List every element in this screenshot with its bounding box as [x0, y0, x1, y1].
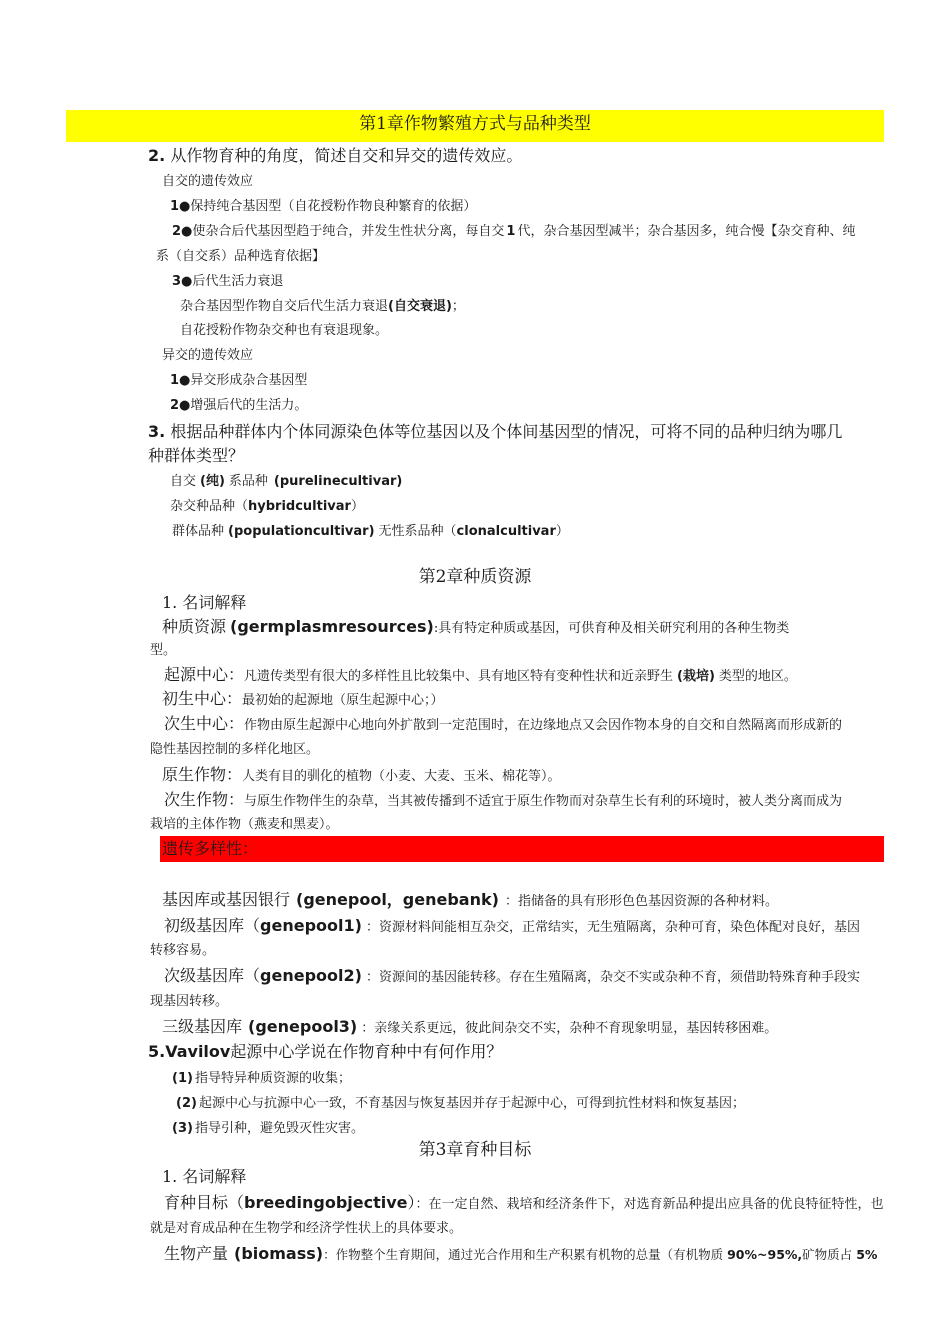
term: 次生中心： [164, 714, 245, 733]
secondary-crop-def-cont: 栽培的主体作物（燕麦和黑麦）。 [150, 817, 339, 832]
type-3 [172, 524, 569, 540]
term: 次级基因库（ [164, 966, 261, 985]
term-en: (biomass) [234, 1244, 324, 1263]
cross-item-1 [170, 373, 307, 389]
definition: 最初始的起源地（原生起源中心；） [242, 693, 444, 708]
term-en: (genepool3) [248, 1017, 358, 1036]
item-text: 指导特异种质资源的收集； [194, 1071, 351, 1086]
definition-percent: 90%~95%, [727, 1247, 803, 1262]
term: 三级基因库 [162, 1017, 243, 1036]
item-number: 1● [170, 373, 191, 388]
term: 原生作物： [162, 765, 243, 784]
biomass-def [164, 1244, 877, 1264]
item-number: (2) [176, 1096, 197, 1111]
item-number: 1● [170, 199, 191, 214]
term: 基因库或基因银行 [162, 890, 291, 909]
definition: ：作物整个生育期间，通过光合作用和生产积累有机物的总量（有机物质 [323, 1247, 724, 1262]
term-en: (genepool，genebank) [296, 890, 499, 909]
term-en: (germplasmresources) [230, 617, 434, 636]
secondary-center-def [164, 714, 842, 734]
type-emph: (纯) [200, 474, 225, 489]
item-number: 2● [172, 224, 193, 239]
item-text: 杂合基因型作物自交后代生活力衰退 [180, 299, 389, 314]
definition: ：亲缘关系更远，彼此间杂交不实，杂种不育现象明显，基因转移困难。 [361, 1021, 778, 1036]
type-2 [170, 499, 364, 515]
item-text: 起源中心与抗源中心一致，不育基因与恢复基因并存于起源中心，可得到抗性材料和恢复基因； [198, 1096, 745, 1111]
term: 初生中心： [162, 689, 243, 708]
item-text: 异交形成杂合基因型 [190, 373, 308, 388]
native-crop-def [162, 765, 561, 785]
self-item-3b: 自花授粉作物杂交种也有衰退现象。 [180, 323, 389, 338]
type-close: ） [350, 499, 364, 514]
self-item-3a [180, 299, 465, 315]
question-text: 根据品种群体内个体同源染色体等位基因以及个体间基因型的情况，可将不同的品种归纳为哪几 [170, 422, 843, 441]
cross-heading: 异交的遗传效应 [162, 348, 254, 363]
term-close: ） [407, 1193, 416, 1212]
genepool1-def-cont: 转移容易。 [150, 943, 216, 958]
genepool1-def [164, 916, 860, 936]
type-en: hybridcultivar [248, 499, 351, 514]
breeding-objective-def-cont: 就是对育成品种在生物学和经济学性状上的具体要求。 [150, 1221, 463, 1236]
genepool2-def-cont: 现基因转移。 [150, 994, 229, 1009]
genepool3-def [162, 1017, 777, 1037]
type-text: 自交 [170, 474, 197, 489]
item-emph: (自交衰退) [388, 299, 452, 314]
secondary-center-def-cont: 隐性基因控制的多样化地区。 [150, 742, 320, 757]
definition-percent-2: 5% [856, 1247, 878, 1262]
definition: 作物由原生起源中心地向外扩散到一定范围时，在边缘地点又会因作物本身的自交和自然隔离而形成新的 [244, 718, 843, 733]
germplasm-def-cont: 型。 [150, 643, 177, 658]
breeding-objective-def [164, 1193, 884, 1213]
genetic-diversity-term: 遗传多样性： [162, 839, 259, 858]
germplasm-def [162, 617, 789, 637]
item-text-cont: 代，杂合基因型减半；杂合基因多，纯合慢【杂交育种、纯 [517, 224, 856, 239]
self-item-2-cont: 系（自交系）品种选育依据】 [156, 249, 326, 264]
question-text: 起源中心学说在作物育种中有何作用？ [230, 1042, 503, 1061]
term: 起源中心： [164, 665, 245, 684]
chapter1-title: 第1章作物繁殖方式与品种类型 [359, 114, 591, 134]
item-text: 指导引种，避免毁灭性灾害。 [194, 1121, 364, 1136]
definition-cont: 类型的地区。 [718, 669, 797, 684]
question-2 [148, 146, 522, 166]
term-en: genepool1) [260, 916, 362, 935]
definition-emph: (栽培) [677, 669, 715, 684]
item-number: 3● [172, 274, 193, 289]
primary-center-def [162, 689, 444, 709]
definition: 与原生作物伴生的杂草，当其被传播到不适宜于原生作物而对杂草生长有利的环境时，被人类分离而成为 [244, 794, 843, 809]
definition-cont: 矿物质占 [802, 1247, 853, 1262]
definition: :具有特定种质或基因，可供育种及相关研究利用的各种生物类 [433, 621, 790, 636]
item-number: (3) [172, 1121, 193, 1136]
diversity-highlight [160, 836, 884, 862]
type-1 [170, 474, 402, 490]
ch3-q1: 1. 名词解释 [162, 1167, 247, 1186]
item-tail: ； [451, 299, 465, 314]
term: 育种目标（ [164, 1193, 245, 1212]
self-item-2 [172, 224, 855, 240]
origin-center-def [164, 665, 797, 685]
type-text: 群体品种 [172, 524, 225, 539]
type-text: 杂交种品种（ [170, 499, 249, 514]
definition: ：在一定自然、栽培和经济条件下，对选育新品种提出应具备的优良特征特性，也 [415, 1197, 884, 1212]
type-text-cont: 无性系品种（ [378, 524, 457, 539]
term-en: genepool2) [260, 966, 362, 985]
type-en: (populationcultivar) [228, 524, 375, 539]
definition: 人类有目的驯化的植物（小麦、大麦、玉米、棉花等）。 [242, 769, 561, 784]
chapter2-title: 第2章种质资源 [418, 567, 532, 587]
question-number: 2. [148, 146, 166, 165]
genebank-def [162, 890, 778, 910]
self-cross-heading: 自交的遗传效应 [162, 174, 254, 189]
item-text: 保持纯合基因型（自花授粉作物良种繁育的依据） [190, 199, 477, 214]
type-close: ） [555, 524, 569, 539]
item-number: 2● [170, 398, 191, 413]
question-3 [148, 422, 842, 442]
question-number: 3. [148, 422, 166, 441]
self-item-1 [170, 199, 476, 215]
definition: 凡遗传类型有很大的多样性且比较集中、具有地区特有变种性状和近亲野生 [244, 669, 674, 684]
question-number: 5.Vavilov [148, 1042, 231, 1061]
definition: ：资源间的基因能转移。存在生殖隔离，杂交不实或杂种不育，须借助特殊育种手段实 [365, 970, 860, 985]
term: 种质资源 [162, 617, 227, 636]
secondary-crop-def [164, 790, 842, 810]
question-5 [148, 1042, 502, 1062]
type-en: (purelinecultivar) [273, 474, 403, 489]
item-gen-number: 1 [506, 224, 516, 239]
cross-item-2 [170, 398, 307, 414]
term: 次生作物： [164, 790, 245, 809]
term: 初级基因库（ [164, 916, 261, 935]
question-text: 从作物育种的角度，简述自交和异交的遗传效应。 [170, 146, 523, 165]
item-number: (1) [172, 1071, 193, 1086]
item-text: 使杂合后代基因型趋于纯合，并发生性状分离，每自交 [192, 224, 505, 239]
definition: ：指储备的具有形形色色基因资源的各种材料。 [504, 894, 778, 909]
item-text: 后代生活力衰退 [192, 274, 284, 289]
q5-answer-3 [172, 1121, 364, 1137]
type-text-cont: 系品种 [228, 474, 268, 489]
term-en: breedingobjective [244, 1193, 408, 1212]
question-3-cont: 种群体类型？ [148, 446, 245, 465]
chapter3-title: 第3章育种目标 [418, 1140, 532, 1160]
ch2-q1: 1. 名词解释 [162, 593, 247, 612]
q5-answer-1 [172, 1071, 351, 1087]
definition: ：资源材料间能相互杂交，正常结实，无生殖隔离，杂种可育，染色体配对良好，基因 [365, 920, 860, 935]
genepool2-def [164, 966, 860, 986]
term: 生物产量 [164, 1244, 229, 1263]
type-en-2: clonalcultivar [456, 524, 556, 539]
item-text: 增强后代的生活力。 [190, 398, 308, 413]
q5-answer-2 [176, 1096, 745, 1112]
self-item-3 [172, 274, 283, 290]
